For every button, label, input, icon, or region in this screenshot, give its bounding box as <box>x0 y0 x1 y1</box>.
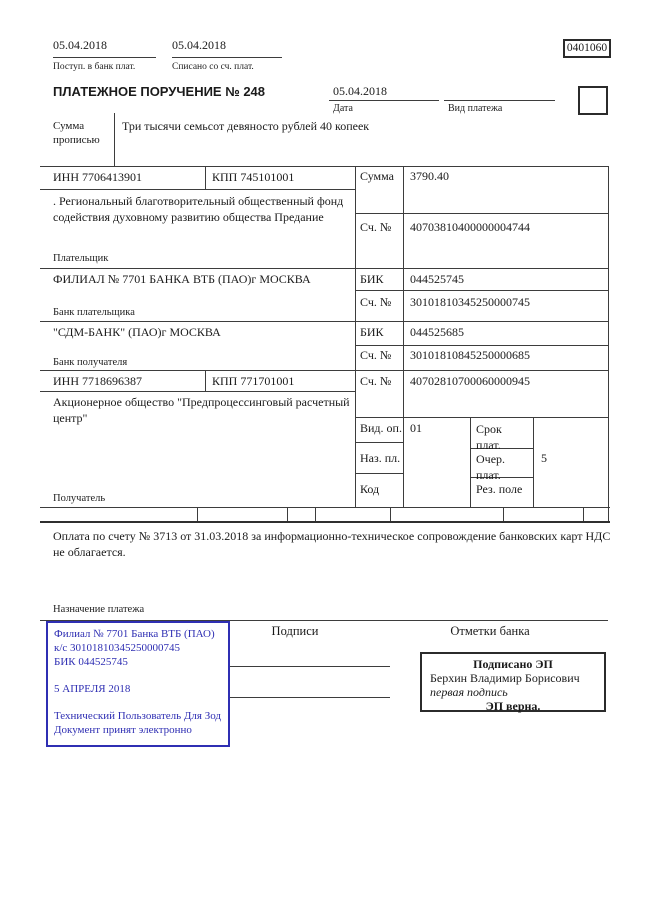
payee-account-label: Сч. № <box>360 374 392 388</box>
form-code-box: 0401060 <box>563 39 611 58</box>
divider <box>355 442 403 443</box>
esign-footer: ЭП верна. <box>485 699 541 713</box>
document-title: ПЛАТЕЖНОЕ ПОРУЧЕНИЕ № 248 <box>53 84 266 99</box>
payer-inn: ИНН 7706413901 <box>53 170 142 184</box>
divider <box>444 100 555 101</box>
payee-bank-bik: 044525685 <box>410 325 464 339</box>
divider <box>114 113 115 166</box>
stamp-accepted-note: Документ принят электронно <box>54 724 192 736</box>
divider <box>315 507 316 521</box>
reserve-label: Рез. поле <box>476 482 523 496</box>
divider <box>40 268 608 269</box>
divider <box>40 166 608 167</box>
esign-title: Подписано ЭП <box>473 657 553 671</box>
received-date-label: Поступ. в банк плат. <box>53 62 136 72</box>
divider <box>40 507 610 508</box>
op-type-value: 01 <box>410 421 422 435</box>
payer-bank-bik: 044525745 <box>410 272 464 286</box>
payer-account-label: Сч. № <box>360 220 392 234</box>
divider <box>287 507 288 521</box>
stamp-user: Технический Пользователь Для Зод <box>54 710 222 722</box>
stamp-bik: БИК 044525745 <box>54 656 128 668</box>
purpose-code-label: Наз. пл. <box>360 451 401 465</box>
divider <box>197 507 198 521</box>
bank-stamp <box>46 621 230 747</box>
payee-bank-bik-label: БИК <box>360 325 384 339</box>
payee-bank-label: Банк получателя <box>53 357 128 368</box>
divider <box>40 370 608 371</box>
payee-label: Получатель <box>53 493 106 504</box>
payer-bank-label: Банк плательщика <box>53 307 135 318</box>
payer-account: 40703810400000004744 <box>410 220 530 234</box>
amount-in-words-label: Сумма прописью <box>53 120 100 146</box>
payment-type-label: Вид платежа <box>448 103 503 114</box>
payee-inn: ИНН 7718696387 <box>53 374 142 388</box>
divider <box>583 507 584 521</box>
amount-in-words: Три тысячи семьсот девяносто рублей 40 копеек <box>122 119 370 133</box>
payer-bank-name: ФИЛИАЛ № 7701 БАНКА ВТБ (ПАО)г МОСКВА <box>53 272 311 286</box>
signature-line <box>230 666 390 667</box>
divider <box>172 57 282 58</box>
order-value: 5 <box>541 451 547 465</box>
esign-subtitle: первая подпись <box>430 685 508 699</box>
divider <box>533 417 534 507</box>
divider <box>205 370 206 391</box>
received-date: 05.04.2018 <box>53 38 107 52</box>
payment-purpose-label: Назначение платежа <box>53 604 145 615</box>
divider <box>355 213 608 214</box>
stamp-date: 5 АПРЕЛЯ 2018 <box>54 683 131 695</box>
debited-date: 05.04.2018 <box>172 38 226 52</box>
payee-name: Акционерное общество "Предпроцессинговый расчетный центр" <box>53 395 350 425</box>
payer-bank-account: 30101810345250000745 <box>410 295 530 309</box>
signature-line <box>230 697 390 698</box>
divider <box>40 521 610 523</box>
divider <box>40 189 355 190</box>
divider <box>205 166 206 189</box>
divider <box>470 417 471 507</box>
payee-bank-account: 30101810845250000685 <box>410 348 530 362</box>
signatures-title: Подписи <box>271 624 319 638</box>
payer-bank-bik-label: БИК <box>360 272 384 286</box>
stamp-bank-name: Филиал № 7701 Банка ВТБ (ПАО) <box>54 628 215 640</box>
order-label: Очер. плат. <box>476 452 506 482</box>
debited-date-label: Списано со сч. плат. <box>172 62 254 72</box>
divider <box>355 290 608 291</box>
divider <box>608 166 609 521</box>
code-label: Код <box>360 482 380 496</box>
payee-account: 40702810700060000945 <box>410 374 530 388</box>
payer-name: . Региональный благотворительный общественный фонд содействия духовному развитию общества Предание <box>53 194 344 224</box>
divider <box>503 507 504 521</box>
payee-kpp: КПП 771701001 <box>212 374 295 388</box>
sum-label: Сумма <box>360 169 394 183</box>
payer-label: Плательщик <box>53 253 109 264</box>
esign-name: Берхин Владимир Борисович <box>430 671 580 685</box>
date-label: Дата <box>333 103 353 114</box>
divider <box>40 391 355 392</box>
payee-bank-account-label: Сч. № <box>360 348 392 362</box>
sum-value: 3790.40 <box>410 169 449 183</box>
document-date: 05.04.2018 <box>333 84 387 98</box>
divider <box>403 166 404 507</box>
divider <box>355 345 608 346</box>
divider <box>329 100 439 101</box>
op-type-label: Вид. оп. <box>360 421 402 435</box>
esign-box <box>420 652 606 712</box>
payee-bank-name: "СДМ-БАНК" (ПАО)г МОСКВА <box>53 325 221 339</box>
stamp-corr-account: к/с 30101810345250000745 <box>54 642 181 654</box>
payer-bank-account-label: Сч. № <box>360 295 392 309</box>
payer-kpp: КПП 745101001 <box>212 170 295 184</box>
bank-marks-title: Отметки банка <box>450 624 530 638</box>
divider <box>355 473 403 474</box>
divider <box>53 57 156 58</box>
term-label: Срок плат. <box>476 422 502 452</box>
payment-type-box <box>578 86 608 115</box>
payment-purpose-text: Оплата по счету № 3713 от 31.03.2018 за информационно-техническое сопровождение банковских карт НДС не облагается. <box>53 529 611 559</box>
divider <box>390 507 391 521</box>
divider <box>355 417 608 418</box>
divider <box>40 321 608 322</box>
